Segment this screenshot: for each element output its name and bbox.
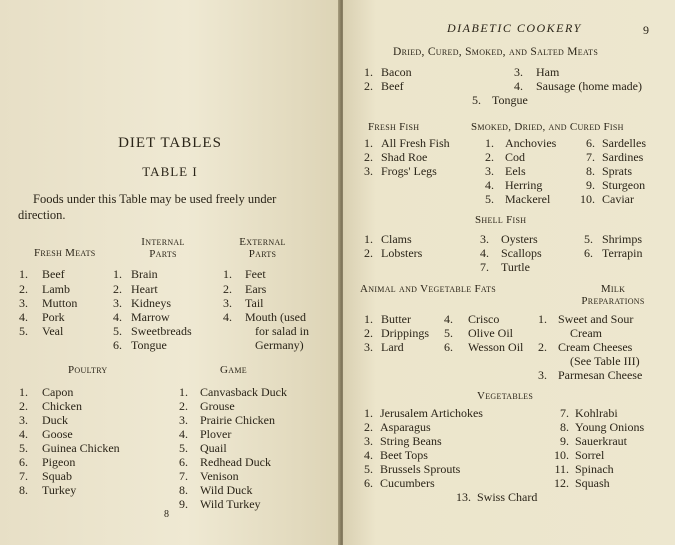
list-item: Lard xyxy=(381,340,404,354)
page-number: 8 xyxy=(164,509,169,520)
list-item: Mouth (used xyxy=(245,310,306,324)
list-number: 7. xyxy=(480,260,489,274)
list-number: 4. xyxy=(19,427,28,441)
list-item: Tongue xyxy=(492,93,528,107)
list-item: Ham xyxy=(536,65,560,79)
list-number: 5. xyxy=(472,93,481,107)
list-item: Grouse xyxy=(200,399,235,413)
list-number: 3. xyxy=(364,164,373,178)
list-number: 5. xyxy=(444,326,453,340)
list-number: 3. xyxy=(179,413,188,427)
intro-line-1: Foods under this Table may be used freely under xyxy=(33,192,277,206)
list-item: Terrapin xyxy=(602,246,643,260)
list-item: Mutton xyxy=(42,296,78,310)
vegetables-header: Vegetables xyxy=(477,390,534,402)
list-item: Guinea Chicken xyxy=(42,441,120,455)
list-item: Spinach xyxy=(575,462,614,476)
list-item: Sweet and Sour xyxy=(558,312,634,326)
list-item: Beet Tops xyxy=(380,448,428,462)
list-item: Beef xyxy=(381,79,404,93)
list-number: 1. xyxy=(538,312,547,326)
list-number: 12. xyxy=(554,476,569,490)
list-number: 2. xyxy=(364,150,373,164)
list-number: 1. xyxy=(364,312,373,326)
list-item-continuation: for salad in xyxy=(255,324,309,338)
list-item: Sauerkraut xyxy=(575,434,627,448)
list-number: 7. xyxy=(19,469,28,483)
list-number: 1. xyxy=(364,136,373,150)
list-number: 7. xyxy=(179,469,188,483)
list-number: 9. xyxy=(586,178,595,192)
poultry-header: Poultry xyxy=(68,364,108,376)
milk-header-2: Preparations xyxy=(581,295,645,307)
list-number: 1. xyxy=(19,385,28,399)
table-title: TABLE I xyxy=(142,164,198,179)
list-item: Prairie Chicken xyxy=(200,413,275,427)
list-item: Brussels Sprouts xyxy=(380,462,461,476)
list-number: 4. xyxy=(223,310,232,324)
list-number: 1. xyxy=(179,385,188,399)
list-number: 3. xyxy=(485,164,494,178)
external-parts-header: External xyxy=(239,236,286,248)
running-head: DIABETIC COOKERY xyxy=(447,21,582,35)
list-number: 6. xyxy=(586,136,595,150)
list-number: 6. xyxy=(179,455,188,469)
list-item: Feet xyxy=(245,267,266,281)
list-item: Scallops xyxy=(501,246,542,260)
list-number: 3. xyxy=(480,232,489,246)
list-number: 1. xyxy=(223,267,232,281)
list-item: Drippings xyxy=(381,326,429,340)
list-number: 6. xyxy=(364,476,373,490)
list-item: Sturgeon xyxy=(602,178,646,192)
page-title: DIET TABLES xyxy=(118,135,222,151)
list-item: Shrimps xyxy=(602,232,643,246)
list-number: 2. xyxy=(364,326,373,340)
list-item-continuation: Germany) xyxy=(255,338,304,352)
list-number: 4. xyxy=(444,312,453,326)
list-item: Kidneys xyxy=(131,296,171,310)
list-item: Venison xyxy=(200,469,239,483)
list-number: 3. xyxy=(364,434,373,448)
list-item: Redhead Duck xyxy=(200,455,271,469)
list-item: Heart xyxy=(131,282,158,296)
list-item-continuation: Cream xyxy=(570,326,602,340)
list-item: All Fresh Fish xyxy=(381,136,450,150)
list-number: 4. xyxy=(364,448,373,462)
list-number: 5. xyxy=(485,192,494,206)
list-item: Goose xyxy=(42,427,73,441)
list-item: Lobsters xyxy=(381,246,423,260)
list-number: 5. xyxy=(19,324,28,338)
list-number: 7. xyxy=(586,150,595,164)
list-number: 3. xyxy=(514,65,523,79)
list-number: 10. xyxy=(580,192,595,206)
list-number: 11. xyxy=(554,462,569,476)
list-item: Anchovies xyxy=(505,136,557,150)
list-number: 3. xyxy=(223,296,232,310)
list-number: 5. xyxy=(364,462,373,476)
list-item: Sardines xyxy=(602,150,644,164)
list-number: 1. xyxy=(364,65,373,79)
list-item: Asparagus xyxy=(380,420,431,434)
list-number: 3. xyxy=(113,296,122,310)
list-item: Plover xyxy=(200,427,232,441)
list-item: Tail xyxy=(245,296,264,310)
game-header: Game xyxy=(220,364,247,376)
fresh-fish-header: Fresh Fish xyxy=(368,121,420,133)
list-number: 6. xyxy=(444,340,453,354)
list-item: Brain xyxy=(131,267,158,281)
list-item: Olive Oil xyxy=(468,326,513,340)
list-number: 3. xyxy=(19,296,28,310)
list-item: Squash xyxy=(575,476,610,490)
list-item: Lamb xyxy=(42,282,70,296)
list-item: Young Onions xyxy=(575,420,645,434)
fresh-meats-header: Fresh Meats xyxy=(34,247,96,259)
list-number: 1. xyxy=(19,267,28,281)
list-item: Oysters xyxy=(501,232,538,246)
right-page xyxy=(343,0,675,545)
list-number: 2. xyxy=(485,150,494,164)
list-number: 4. xyxy=(179,427,188,441)
list-item: Cod xyxy=(505,150,526,164)
list-item: String Beans xyxy=(380,434,442,448)
internal-parts-header: Internal xyxy=(141,236,185,248)
list-number: 2. xyxy=(113,282,122,296)
list-number: 2. xyxy=(19,399,28,413)
list-item: Squab xyxy=(42,469,72,483)
list-number: 6. xyxy=(113,338,122,352)
list-number: 7. xyxy=(560,406,569,420)
list-item: Mackerel xyxy=(505,192,551,206)
list-item: Sweetbreads xyxy=(131,324,192,338)
list-item: Sprats xyxy=(602,164,632,178)
list-number: 5. xyxy=(113,324,122,338)
list-item: Caviar xyxy=(602,192,634,206)
list-number: 5. xyxy=(179,441,188,455)
list-item: Wesson Oil xyxy=(468,340,524,354)
milk-header: Milk xyxy=(600,283,626,295)
list-number: 4. xyxy=(480,246,489,260)
list-number: 1. xyxy=(485,136,494,150)
list-number: 2. xyxy=(538,340,547,354)
list-number: 3. xyxy=(19,413,28,427)
list-number: 2. xyxy=(223,282,232,296)
list-item: Wild Duck xyxy=(200,483,253,497)
list-number: 2. xyxy=(364,246,373,260)
list-item: Cucumbers xyxy=(380,476,435,490)
list-item: Beef xyxy=(42,267,65,281)
list-item: Sardelles xyxy=(602,136,646,150)
list-item: Shad Roe xyxy=(381,150,428,164)
list-number: 2. xyxy=(179,399,188,413)
list-item: Parmesan Cheese xyxy=(558,368,643,382)
list-item: Chicken xyxy=(42,399,82,413)
list-number: 8. xyxy=(586,164,595,178)
dried-meats-header: Dried, Cured, Smoked, and Salted Meats xyxy=(393,46,599,58)
list-number: 8. xyxy=(19,483,28,497)
fats-header: Animal and Vegetable Fats xyxy=(360,283,497,295)
list-item: Sorrel xyxy=(575,448,605,462)
list-item: Canvasback Duck xyxy=(200,385,287,399)
list-item: Pigeon xyxy=(42,455,76,469)
list-item: Pork xyxy=(42,310,65,324)
intro-line-2: direction. xyxy=(18,208,66,222)
list-number: 8. xyxy=(560,420,569,434)
list-item: Crisco xyxy=(468,312,500,326)
smoked-fish-header: Smoked, Dried, and Cured Fish xyxy=(471,121,624,133)
list-item: Duck xyxy=(42,413,68,427)
list-item: Jerusalem Artichokes xyxy=(380,406,483,420)
list-number: 8. xyxy=(179,483,188,497)
list-number: 1. xyxy=(364,232,373,246)
list-item: Ears xyxy=(245,282,267,296)
list-item: Bacon xyxy=(381,65,412,79)
list-number: 6. xyxy=(19,455,28,469)
list-number: 5. xyxy=(584,232,593,246)
list-item-continuation: (See Table III) xyxy=(570,354,640,368)
list-item: Quail xyxy=(200,441,227,455)
list-number: 4. xyxy=(514,79,523,93)
external-parts-header-2: Parts xyxy=(248,248,277,260)
list-number: 9. xyxy=(179,497,188,511)
list-item: Tongue xyxy=(131,338,167,352)
list-number: 1. xyxy=(364,406,373,420)
list-item: Turtle xyxy=(501,260,530,274)
list-number: 9. xyxy=(560,434,569,448)
list-number: 2. xyxy=(19,282,28,296)
list-item: Marrow xyxy=(131,310,170,324)
list-number: 4. xyxy=(485,178,494,192)
list-number: 5. xyxy=(19,441,28,455)
list-number: 3. xyxy=(364,340,373,354)
list-number: 13. xyxy=(456,490,471,504)
list-item: Butter xyxy=(381,312,411,326)
list-item: Turkey xyxy=(42,483,77,497)
internal-parts-header-2: Parts xyxy=(149,248,177,260)
list-item: Eels xyxy=(505,164,526,178)
list-number: 3. xyxy=(538,368,547,382)
list-item: Sausage (home made) xyxy=(536,79,642,93)
list-number: 2. xyxy=(364,79,373,93)
list-number: 4. xyxy=(113,310,122,324)
shell-fish-header: Shell Fish xyxy=(475,214,527,226)
list-item: Kohlrabi xyxy=(575,406,618,420)
page-number: 9 xyxy=(643,23,649,37)
list-item: Veal xyxy=(42,324,64,338)
list-item: Capon xyxy=(42,385,74,399)
list-item: Clams xyxy=(381,232,412,246)
list-number: 1. xyxy=(113,267,122,281)
list-number: 6. xyxy=(584,246,593,260)
list-number: 10. xyxy=(554,448,569,462)
list-item: Herring xyxy=(505,178,543,192)
list-number: 2. xyxy=(364,420,373,434)
list-item: Swiss Chard xyxy=(477,490,538,504)
list-number: 4. xyxy=(19,310,28,324)
list-item: Cream Cheeses xyxy=(558,340,633,354)
list-item: Wild Turkey xyxy=(200,497,261,511)
list-item: Frogs' Legs xyxy=(381,164,437,178)
